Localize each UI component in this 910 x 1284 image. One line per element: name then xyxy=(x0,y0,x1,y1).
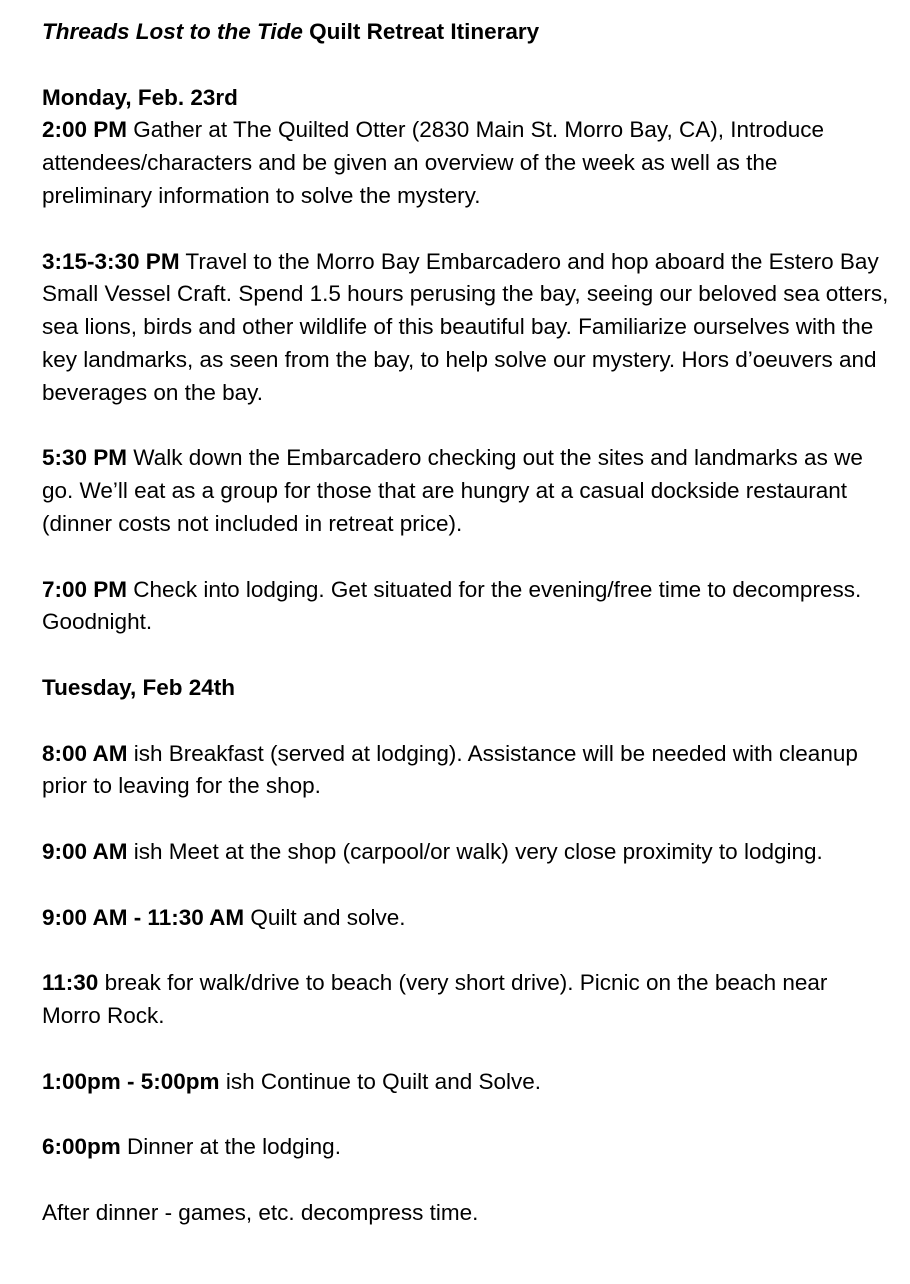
itinerary-entry xyxy=(42,246,892,410)
itinerary-document xyxy=(42,16,892,1229)
itinerary-entry xyxy=(42,1066,892,1099)
entry-text: Dinner at the lodging. xyxy=(120,1134,341,1160)
entry-time: 8:00 AM xyxy=(42,740,128,766)
itinerary-entry xyxy=(42,902,892,935)
entry-time: 2:00 PM xyxy=(42,117,128,143)
entry-time: 7:00 PM xyxy=(42,576,128,602)
itinerary-entry xyxy=(42,967,892,1033)
entry-text: ish Meet at the shop (carpool/or walk) very close proximity to lodging. xyxy=(127,838,823,864)
title-italic: Threads Lost to the Tide xyxy=(42,19,303,44)
entry-time: 3:15-3:30 PM xyxy=(42,248,180,274)
entry-time: 9:00 AM xyxy=(42,838,128,864)
itinerary-entry xyxy=(42,574,892,640)
entry-time: 11:30 xyxy=(42,970,99,996)
entry-time: 1:00pm - 5:00pm xyxy=(42,1068,220,1094)
entry-text: Check into lodging. Get situated for the evening/free time to decompress. Goodnight. xyxy=(42,576,862,635)
entry-text: Travel to the Morro Bay Embarcadero and hop aboard the Estero Bay Small Vessel Craft. Spend 1.5 hours perusing the bay, seeing our beloved sea otters, sea lions, birds and other wildlife of this beautiful bay. Familiarize ourselves with the key landmarks, as seen from the bay, to help solve our mystery. Hors d’oeuvers and beverages on the bay. xyxy=(42,248,889,405)
entry-text: Walk down the Embarcadero checking out the sites and landmarks as we go. We’ll eat as a group for those that are hungry at a casual dockside restaurant (dinner costs not included in retreat price). xyxy=(42,445,863,536)
day-heading-tuesday: Tuesday, Feb 24th xyxy=(42,674,235,700)
entry-text: Quilt and solve. xyxy=(244,904,406,930)
itinerary-entry xyxy=(42,738,892,804)
entry-time: 5:30 PM xyxy=(42,445,128,471)
itinerary-entry xyxy=(42,836,892,869)
entry-text: Gather at The Quilted Otter (2830 Main St. Morro Bay, CA), Introduce attendees/characters and be given an overview of the week as well as the preliminary information to solve the mystery. xyxy=(42,117,825,208)
itinerary-entry xyxy=(42,1131,892,1164)
day-heading-monday: Monday, Feb. 23rd xyxy=(42,84,238,110)
title-rest: Quilt Retreat Itinerary xyxy=(302,19,540,44)
document-title xyxy=(42,16,892,49)
entry-time: 6:00pm xyxy=(42,1134,121,1160)
closing-note: After dinner - games, etc. decompress time. xyxy=(42,1199,479,1225)
entry-text: ish Continue to Quilt and Solve. xyxy=(219,1068,542,1094)
itinerary-entry xyxy=(42,114,892,212)
entry-text: break for walk/drive to beach (very short drive). Picnic on the beach near Morro Rock. xyxy=(42,970,828,1028)
entry-time: 9:00 AM - 11:30 AM xyxy=(42,904,245,930)
itinerary-entry xyxy=(42,442,892,540)
entry-text: ish Breakfast (served at lodging). Assistance will be needed with cleanup prior to leaving for the shop. xyxy=(42,740,858,799)
